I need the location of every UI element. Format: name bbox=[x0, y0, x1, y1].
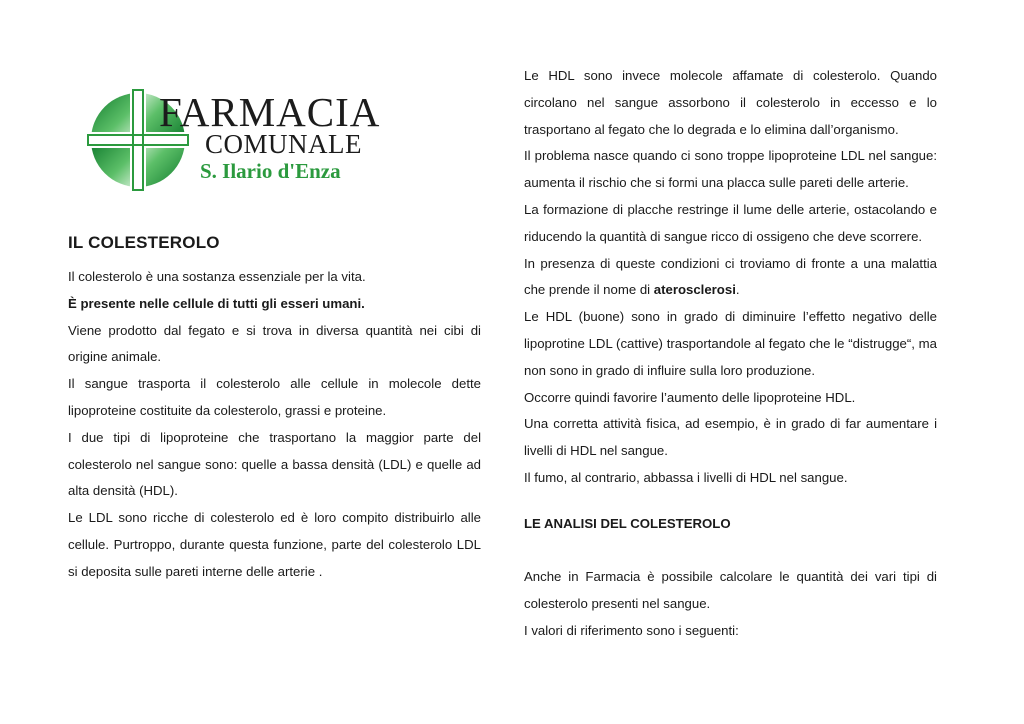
paragraph: Una corretta attività fisica, ad esempio, è in grado di far aumentare i livelli di HDL nel sangue. bbox=[524, 416, 937, 459]
left-column bbox=[68, 264, 481, 586]
paragraph bbox=[524, 251, 937, 305]
spacer bbox=[524, 538, 937, 565]
paragraph: I due tipi di lipoproteine che trasportano la maggior parte del colesterolo nel sangue sono: quelle a bassa densità (LDL) e quelle ad alta densità (HDL). bbox=[68, 429, 481, 499]
bold-term: aterosclerosi bbox=[653, 282, 736, 298]
right-column bbox=[524, 63, 937, 645]
paragraph: Le HDL (buone) sono in grado di diminuire l’effetto negativo delle lipoprotine LDL (cattive) trasportandole al fegato che le “distrugge“, ma non sono in grado di influire sulla loro produzione. bbox=[524, 309, 937, 378]
paragraph-text: . bbox=[735, 282, 740, 298]
spacer bbox=[524, 492, 937, 511]
paragraph: Il sangue trasporta il colesterolo alle cellule in molecole dette lipoproteine costituite da colesterolo, grassi e proteine. bbox=[68, 376, 481, 418]
page-title: IL COLESTEROLO bbox=[68, 233, 220, 252]
logo-word-farmacia: FARMACIA bbox=[159, 89, 381, 135]
paragraph: Le HDL sono invece molecole affamate di colesterolo. Quando circolano nel sangue assorbono il colesterolo in eccesso e lo trasportano al fegato che lo degrada e lo elimina dall’organismo. bbox=[524, 68, 937, 137]
logo-word-comunale: COMUNALE bbox=[205, 129, 362, 159]
paragraph: Le LDL sono ricche di colesterolo ed è loro compito distribuirlo alle cellule. Purtroppo, durante questa funzione, parte del colesterolo LDL si deposita sulle pareti interne delle arterie . bbox=[68, 510, 481, 579]
paragraph: Il colesterolo è una sostanza essenziale per la vita. bbox=[68, 269, 366, 284]
paragraph: Viene prodotto dal fegato e si trova in diversa quantità nei cibi di origine animale. bbox=[68, 322, 481, 365]
paragraph: I valori di riferimento sono i seguenti: bbox=[524, 622, 739, 638]
paragraph: Anche in Farmacia è possibile calcolare le quantità dei vari tipi di colesterolo presenti nel sangue. bbox=[524, 569, 937, 612]
paragraph-text: In presenza di queste condizioni ci troviamo di fronte a una malattia che prende il nome di bbox=[524, 255, 937, 298]
logo-location: S. Ilario d'Enza bbox=[200, 159, 341, 183]
bold-paragraph: È presente nelle cellule di tutti gli esseri umani. bbox=[68, 295, 365, 311]
paragraph: Occorre quindi favorire l’aumento delle lipoproteine HDL. bbox=[524, 389, 856, 405]
paragraph: Il problema nasce quando ci sono troppe lipoproteine LDL nel sangue: aumenta il rischio che si formi una placca sulle pareti delle arterie. bbox=[524, 148, 937, 191]
section-heading: LE ANALISI DEL COLESTEROLO bbox=[524, 515, 731, 531]
pharmacy-logo bbox=[86, 88, 381, 192]
paragraph: La formazione di placche restringe il lume delle arterie, ostacolando e riducendo la quantità di sangue ricco di ossigeno che deve scorrere. bbox=[524, 201, 937, 244]
paragraph: Il fumo, al contrario, abbassa i livelli di HDL nel sangue. bbox=[524, 469, 848, 485]
